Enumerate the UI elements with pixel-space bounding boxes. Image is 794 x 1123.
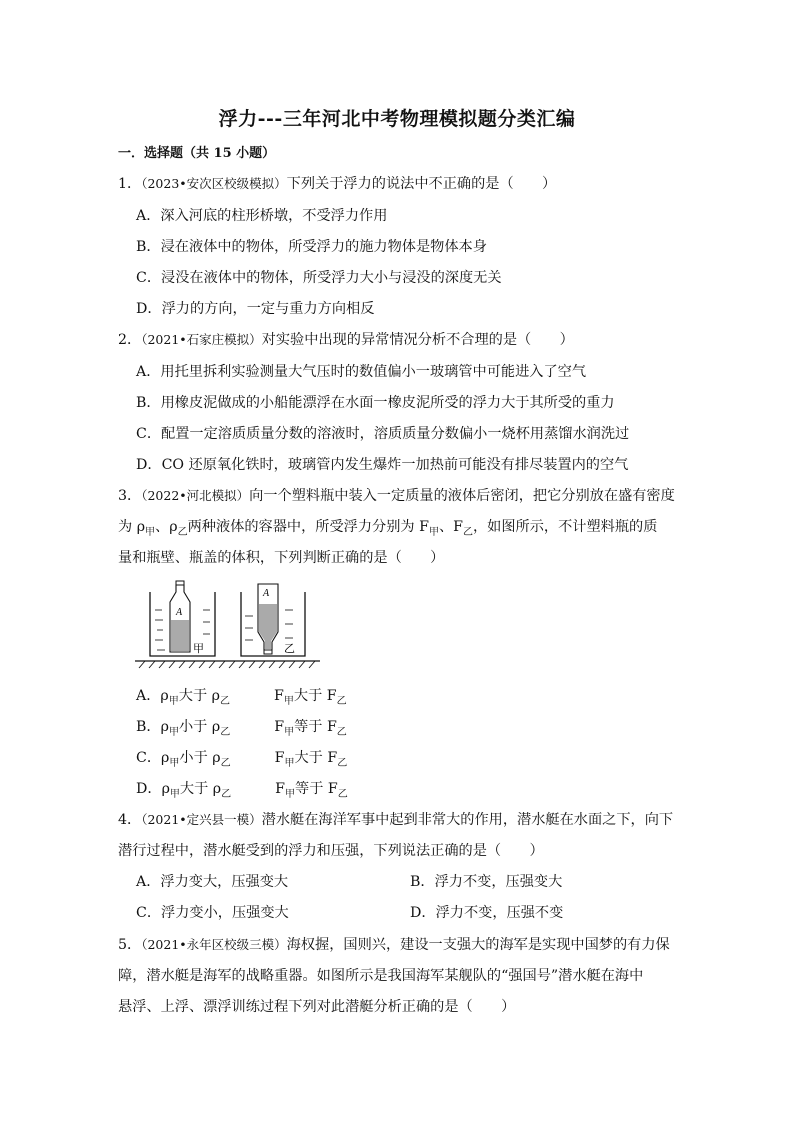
question-source: （2021•定兴县一模） — [141, 812, 262, 827]
container-yi — [241, 584, 305, 656]
bottle-label-a: A — [263, 588, 270, 599]
option-a: A．深入河底的柱形桥墩，不受浮力作用 — [136, 208, 388, 224]
question-number: 3． — [118, 488, 142, 504]
question-source: （2021•永年区校级三模） — [141, 937, 287, 952]
option-b: B．$\rho_甲$小于 $\rho_乙$ $F_甲$等于 $F_乙$ — [136, 719, 347, 738]
question-source: （2021•石家庄模拟） — [141, 332, 262, 347]
option-c: C．浸没在液体中的物体，所受浮力大小与浸没的深度无关 — [136, 270, 502, 286]
label-yi: 乙 — [284, 642, 295, 655]
option-c: C．浮力变小，压强变大 — [136, 905, 289, 921]
question-source: （2023•安次区校级模拟） — [141, 176, 287, 191]
question-5-line-3: 悬浮、上浮、漂浮训练过程下列对此潜艇分析正确的是（ ） — [118, 999, 516, 1015]
question-3-line-2: 为 $\rho_甲$、$\rho_乙$两种液体的容器中，所受浮力分别为 $F_甲$、$F_乙$，如图所示，不计塑料瓶的质 — [118, 519, 658, 538]
option-c: C．配置一定溶质质量分数的溶液时，溶质质量分数偏小一烧杯用蒸馏水润洗过 — [136, 426, 630, 442]
question-number: 5． — [118, 937, 142, 953]
question-4 — [118, 810, 673, 830]
option-a: A．用托里拆利实验测量大气压时的数值偏小一玻璃管中可能进入了空气 — [136, 364, 587, 380]
buoyancy-figure — [135, 580, 325, 670]
question-1 — [118, 174, 556, 194]
question-3 — [118, 486, 675, 506]
question-stem: 下列关于浮力的说法中不正确的是（ ） — [286, 176, 557, 192]
label-jia: 甲 — [193, 642, 204, 655]
option-a: A．浮力变大，压强变大 — [136, 874, 289, 890]
option-b: B．浸在液体中的物体，所受浮力的施力物体是物体本身 — [136, 239, 487, 255]
question-3-line-3: 量和瓶壁、瓶盖的体积，下列判断正确的是（ ） — [118, 550, 445, 566]
question-number: 1． — [118, 176, 142, 192]
container-jia — [150, 581, 215, 656]
question-stem: 对实验中出现的异常情况分析不合理的是（ ） — [261, 332, 574, 348]
option-d: D．浮力不变，压强不变 — [410, 905, 564, 921]
option-d: D．浮力的方向，一定与重力方向相反 — [136, 301, 375, 317]
option-d: D．CO 还原氧化铁时，玻璃管内发生爆炸一加热前可能没有排尽装置内的空气 — [136, 457, 629, 473]
bottle-label-a: A — [176, 607, 183, 618]
option-b: B．浮力不变，压强变大 — [410, 874, 563, 890]
section-heading: 一．选择题（共 15 小题） — [118, 146, 276, 161]
ground — [135, 661, 320, 668]
option-b: B．用橡皮泥做成的小船能漂浮在水面一橡皮泥所受的浮力大于其所受的重力 — [136, 395, 615, 411]
question-4-line-2: 潜行过程中，潜水艇受到的浮力和压强，下列说法正确的是（ ） — [118, 843, 544, 859]
question-stem-line-1: 海权握，国则兴，建设一支强大的海军是实现中国梦的有力保 — [286, 937, 670, 953]
option-d: D．$\rho_甲$大于 $\rho_乙$ $F_甲$等于 $F_乙$ — [136, 781, 348, 800]
option-c: C．$\rho_甲$小于 $\rho_乙$ $F_甲$大于 $F_乙$ — [136, 750, 348, 769]
question-stem-line-1: 潜水艇在海洋军事中起到非常大的作用，潜水艇在水面之下，向下 — [261, 812, 674, 828]
question-5-line-2: 障，潜水艇是海军的战略重器。如图所示是我国海军某舰队的“强国号”潜水艇在海中 — [118, 968, 644, 984]
question-stem-line-1: 向一个塑料瓶中装入一定质量的液体后密闭，把它分别放在盛有密度 — [249, 488, 675, 504]
question-source: （2022•河北模拟） — [141, 488, 250, 503]
question-2 — [118, 330, 574, 350]
question-5 — [118, 935, 670, 955]
page-title: 浮力---三年河北中考物理模拟题分类汇编 — [218, 108, 576, 130]
option-a: A．$\rho_甲$大于 $\rho_乙$ $F_甲$大于 $F_乙$ — [136, 688, 347, 707]
question-number: 4． — [118, 812, 142, 828]
question-number: 2． — [118, 332, 142, 348]
